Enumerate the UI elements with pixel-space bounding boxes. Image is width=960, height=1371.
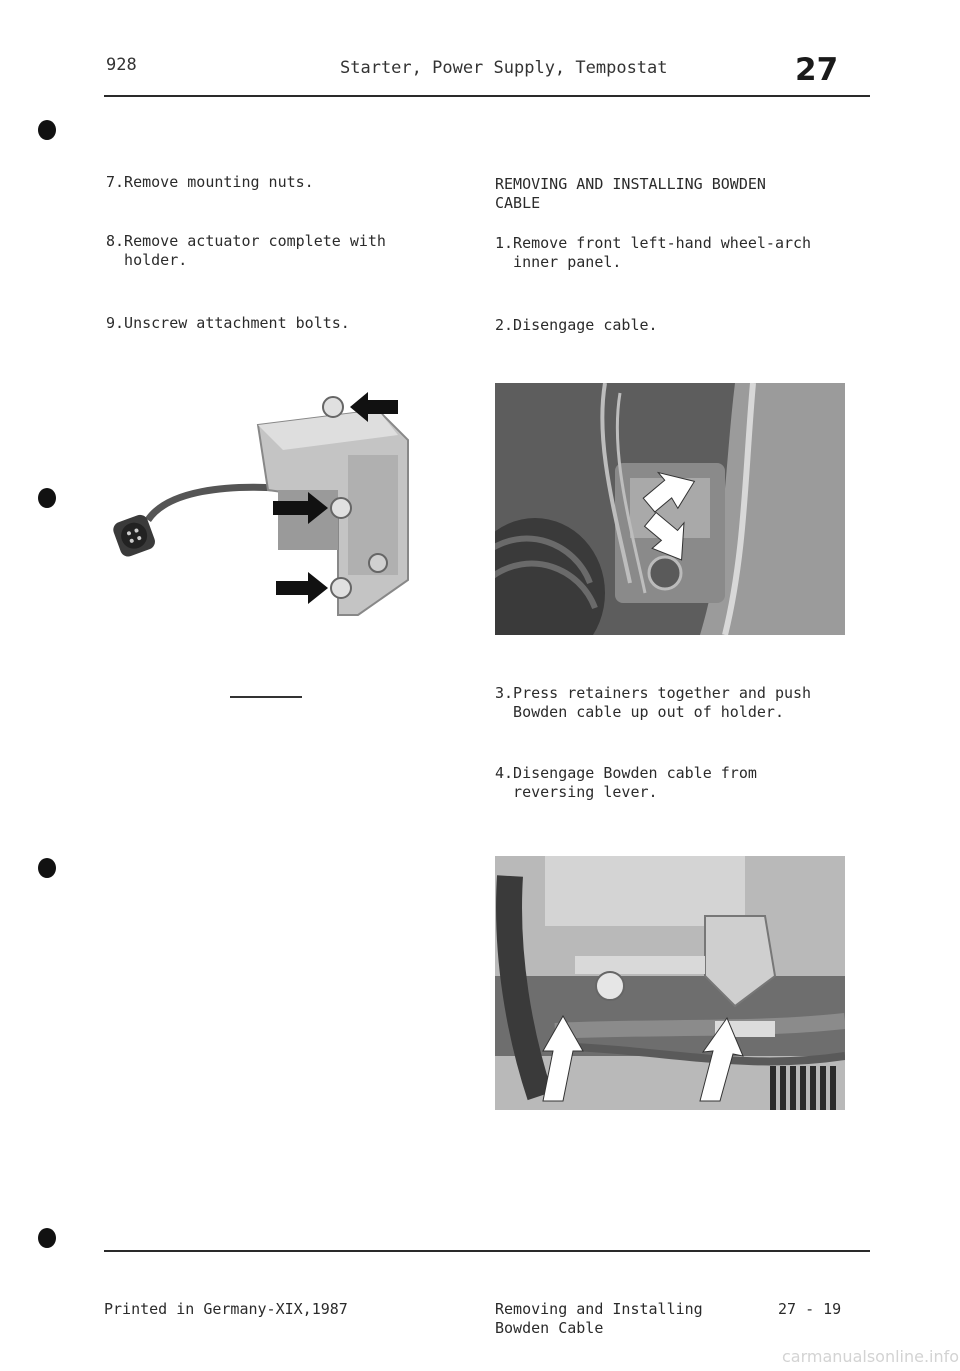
footer-rule [104,1250,870,1252]
binder-hole-2 [38,488,56,508]
binder-hole-1 [38,120,56,140]
step-7: 7.Remove mounting nuts. [106,173,314,191]
procedure-heading: REMOVING AND INSTALLING BOWDEN CABLE [495,175,766,212]
header-model: 928 [106,55,137,75]
section-number: 27 [795,52,839,88]
reversing-lever-illustration [495,856,845,1110]
binder-hole-4 [38,1228,56,1248]
step-2: 2.Disengage cable. [495,316,658,334]
wheel-arch-photo [495,383,845,635]
header-rule [104,95,870,97]
header-title: Starter, Power Supply, Tempostat [340,58,668,78]
wheel-arch-illustration [495,383,845,635]
step-1: 1.Remove front left-hand wheel-arch inner panel. [495,234,812,271]
left-end-rule [230,696,302,698]
footer-page-number: 27 - 19 [778,1300,842,1318]
reversing-lever-photo [495,856,845,1110]
actuator-illustration [108,380,448,625]
watermark-text: carmanualsonline.info [782,1347,960,1366]
actuator-photo [108,380,448,625]
step-4: 4.Disengage Bowden cable from reversing lever. [495,764,757,801]
step-9: 9.Unscrew attachment bolts. [106,314,350,332]
step-3: 3.Press retainers together and push Bowden cable up out of holder. [495,684,812,721]
binder-hole-3 [38,858,56,878]
step-8: 8.Remove actuator complete with holder. [106,232,386,269]
footer-topic: Removing and Installing Bowden Cable [495,1300,703,1337]
footer-printed: Printed in Germany-XIX,1987 [104,1300,348,1318]
